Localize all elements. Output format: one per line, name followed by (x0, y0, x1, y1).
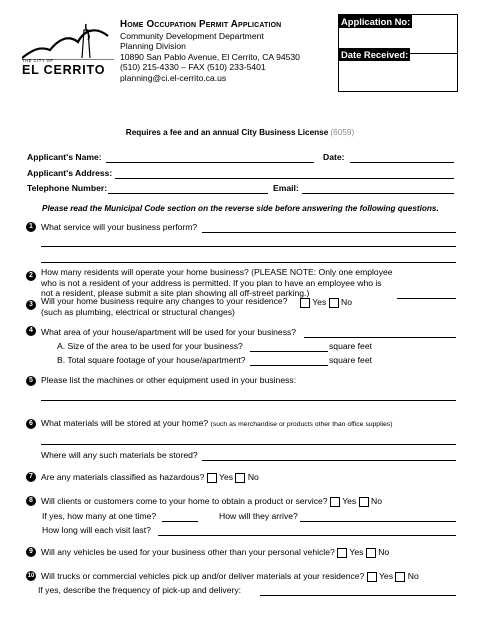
applicant-name-label: Applicant's Name: (27, 152, 102, 162)
question-1-text: What service will your business perform? (41, 222, 198, 232)
date-field[interactable] (350, 162, 454, 163)
question-9-yes-label: Yes (349, 547, 364, 557)
question-7-main-text: Are any materials classified as hazardous? (41, 472, 205, 482)
applicant-name-field[interactable] (106, 162, 314, 163)
instructions: Please read the Municipal Code section on the reverse side before answering the following questions. (42, 204, 439, 213)
question-9-no-label: No (378, 547, 390, 557)
question-8-text (41, 496, 382, 507)
question-8-how-many-line[interactable] (162, 521, 198, 522)
telephone-field[interactable] (108, 193, 268, 194)
question-3-yes-checkbox[interactable] (300, 298, 310, 308)
question-2-answer-line[interactable] (397, 298, 456, 299)
question-2-line-2: who is not a resident of your address is permitted. If you plan to have an employee who is (41, 277, 382, 288)
question-7-no-checkbox[interactable] (235, 473, 245, 483)
logo-city-small: THE CITY OF (22, 58, 54, 63)
date-received-label: Date Received: (341, 49, 409, 60)
question-2-text (41, 267, 393, 299)
question-8-how-long-text: How long will each visit last? (42, 525, 151, 535)
question-7-no-label: No (247, 472, 259, 482)
question-6-storage-line[interactable] (202, 460, 456, 461)
application-no-label: Application No: (341, 16, 411, 27)
question-8-yes-checkbox[interactable] (330, 497, 340, 507)
question-4-text: What area of your house/apartment will be used for your business? (41, 327, 297, 337)
question-6-number: 6 (26, 419, 36, 429)
question-8-how-many-text: If yes, how many at one time? (42, 511, 157, 521)
question-4b-answer-line[interactable] (250, 365, 328, 366)
office-use-box (338, 14, 458, 92)
question-6-answer-line[interactable] (41, 444, 456, 445)
question-6-main-text: What materials will be stored at your home? (41, 418, 209, 428)
applicant-address-label: Applicant's Address: (27, 168, 113, 178)
fee-requirement-text: Requires a fee and an annual City Business License (125, 128, 329, 137)
header-block (120, 20, 300, 84)
question-10-yes-label: Yes (378, 571, 393, 581)
email-label: Email: (273, 183, 299, 193)
question-3-yes-label: Yes (312, 297, 327, 307)
applicant-address-field[interactable] (115, 178, 454, 179)
question-5-number: 5 (26, 376, 36, 386)
question-5-text: Please list the machines or other equipment used in your business: (41, 375, 297, 385)
question-3-line-1: Will your home business require any changes to your residence? (41, 296, 288, 306)
question-2-line-1: How many residents will operate your home business? (PLEASE NOTE: Only one employee (41, 267, 393, 277)
question-3-options (300, 297, 352, 308)
form-title: Home Occupation Permit Application (120, 19, 282, 30)
question-10-frequency-line[interactable] (260, 595, 456, 596)
question-1-answer-line-1[interactable] (202, 232, 456, 233)
question-8-no-label: No (371, 496, 383, 506)
question-6-storage-text: Where will any such materials be stored? (41, 450, 198, 460)
question-8-how-long-line[interactable] (158, 535, 456, 536)
question-10-no-checkbox[interactable] (395, 572, 405, 582)
date-label: Date: (323, 152, 345, 162)
question-3-line-2: (such as plumbing, electrical or structural changes) (41, 306, 235, 317)
address-line: 10890 San Pablo Avenue, El Cerrito, CA 94530 (120, 51, 300, 62)
phone-fax-line: (510) 215-4330 – FAX (510) 233-5401 (120, 62, 266, 73)
question-8-main-text: Will clients or customers come to your home to obtain a product or service? (41, 496, 328, 506)
question-8-no-checkbox[interactable] (359, 497, 369, 507)
question-9-main-text: Will any vehicles be used for your business other than your personal vehicle? (41, 547, 335, 557)
question-8-yes-label: Yes (342, 496, 357, 506)
hills-skyline-icon (22, 20, 114, 60)
question-9-number: 9 (26, 547, 36, 557)
question-3-number: 3 (26, 300, 36, 310)
question-10-text (41, 571, 419, 582)
question-8-arrive-line[interactable] (300, 521, 456, 522)
question-9-no-checkbox[interactable] (366, 548, 376, 558)
division-line: Planning Division (120, 41, 186, 52)
question-4a-unit: square feet (329, 341, 372, 351)
question-10-number: 10 (27, 573, 35, 579)
question-10-frequency-text: If yes, describe the frequency of pick-up and delivery: (38, 585, 242, 595)
question-4b-text: B. Total square footage of your house/apartment? (57, 355, 246, 365)
question-10-no-label: No (407, 571, 419, 581)
department-line: Community Development Department (120, 30, 264, 41)
question-6-note: (such as merchandise or products other than office supplies) (210, 421, 393, 428)
question-4-answer-line[interactable] (304, 337, 456, 338)
question-9-yes-checkbox[interactable] (337, 548, 347, 558)
question-7-yes-checkbox[interactable] (207, 473, 217, 483)
question-10-yes-checkbox[interactable] (367, 572, 377, 582)
question-4b-unit: square feet (329, 355, 372, 365)
fee-requirement (0, 128, 480, 137)
question-2-number: 2 (26, 271, 36, 281)
question-4a-answer-line[interactable] (250, 351, 328, 352)
question-4-number: 4 (26, 326, 36, 336)
logo-city-name: EL CERRITO (22, 63, 106, 77)
question-1-answer-line-3[interactable] (41, 262, 456, 263)
question-8-arrive-text: How will they arrive? (219, 511, 298, 521)
question-7-number: 7 (26, 472, 36, 482)
question-7-yes-label: Yes (219, 472, 234, 482)
question-3-text (41, 296, 287, 317)
telephone-label: Telephone Number: (27, 183, 108, 193)
license-code: (6059) (330, 128, 355, 137)
question-3-no-label: No (341, 297, 353, 307)
question-1-answer-line-2[interactable] (41, 246, 456, 247)
question-6-text (41, 418, 393, 428)
question-2-line-3: not a resident, please submit a site plan showing all off-street parking.) (41, 288, 310, 299)
email-field[interactable] (302, 193, 454, 194)
question-3-no-checkbox[interactable] (329, 298, 339, 308)
question-5-answer-line[interactable] (41, 400, 456, 401)
question-10-main-text: Will trucks or commercial vehicles pick up and/or deliver materials at your residence? (41, 571, 365, 581)
question-4a-text: A. Size of the area to be used for your business? (57, 341, 243, 351)
question-8-number: 8 (26, 496, 36, 506)
email-line: planning@ci.el-cerrito.ca.us (120, 72, 227, 83)
question-1-number: 1 (26, 222, 36, 232)
question-9-text (41, 547, 389, 558)
question-7-text (41, 472, 259, 483)
